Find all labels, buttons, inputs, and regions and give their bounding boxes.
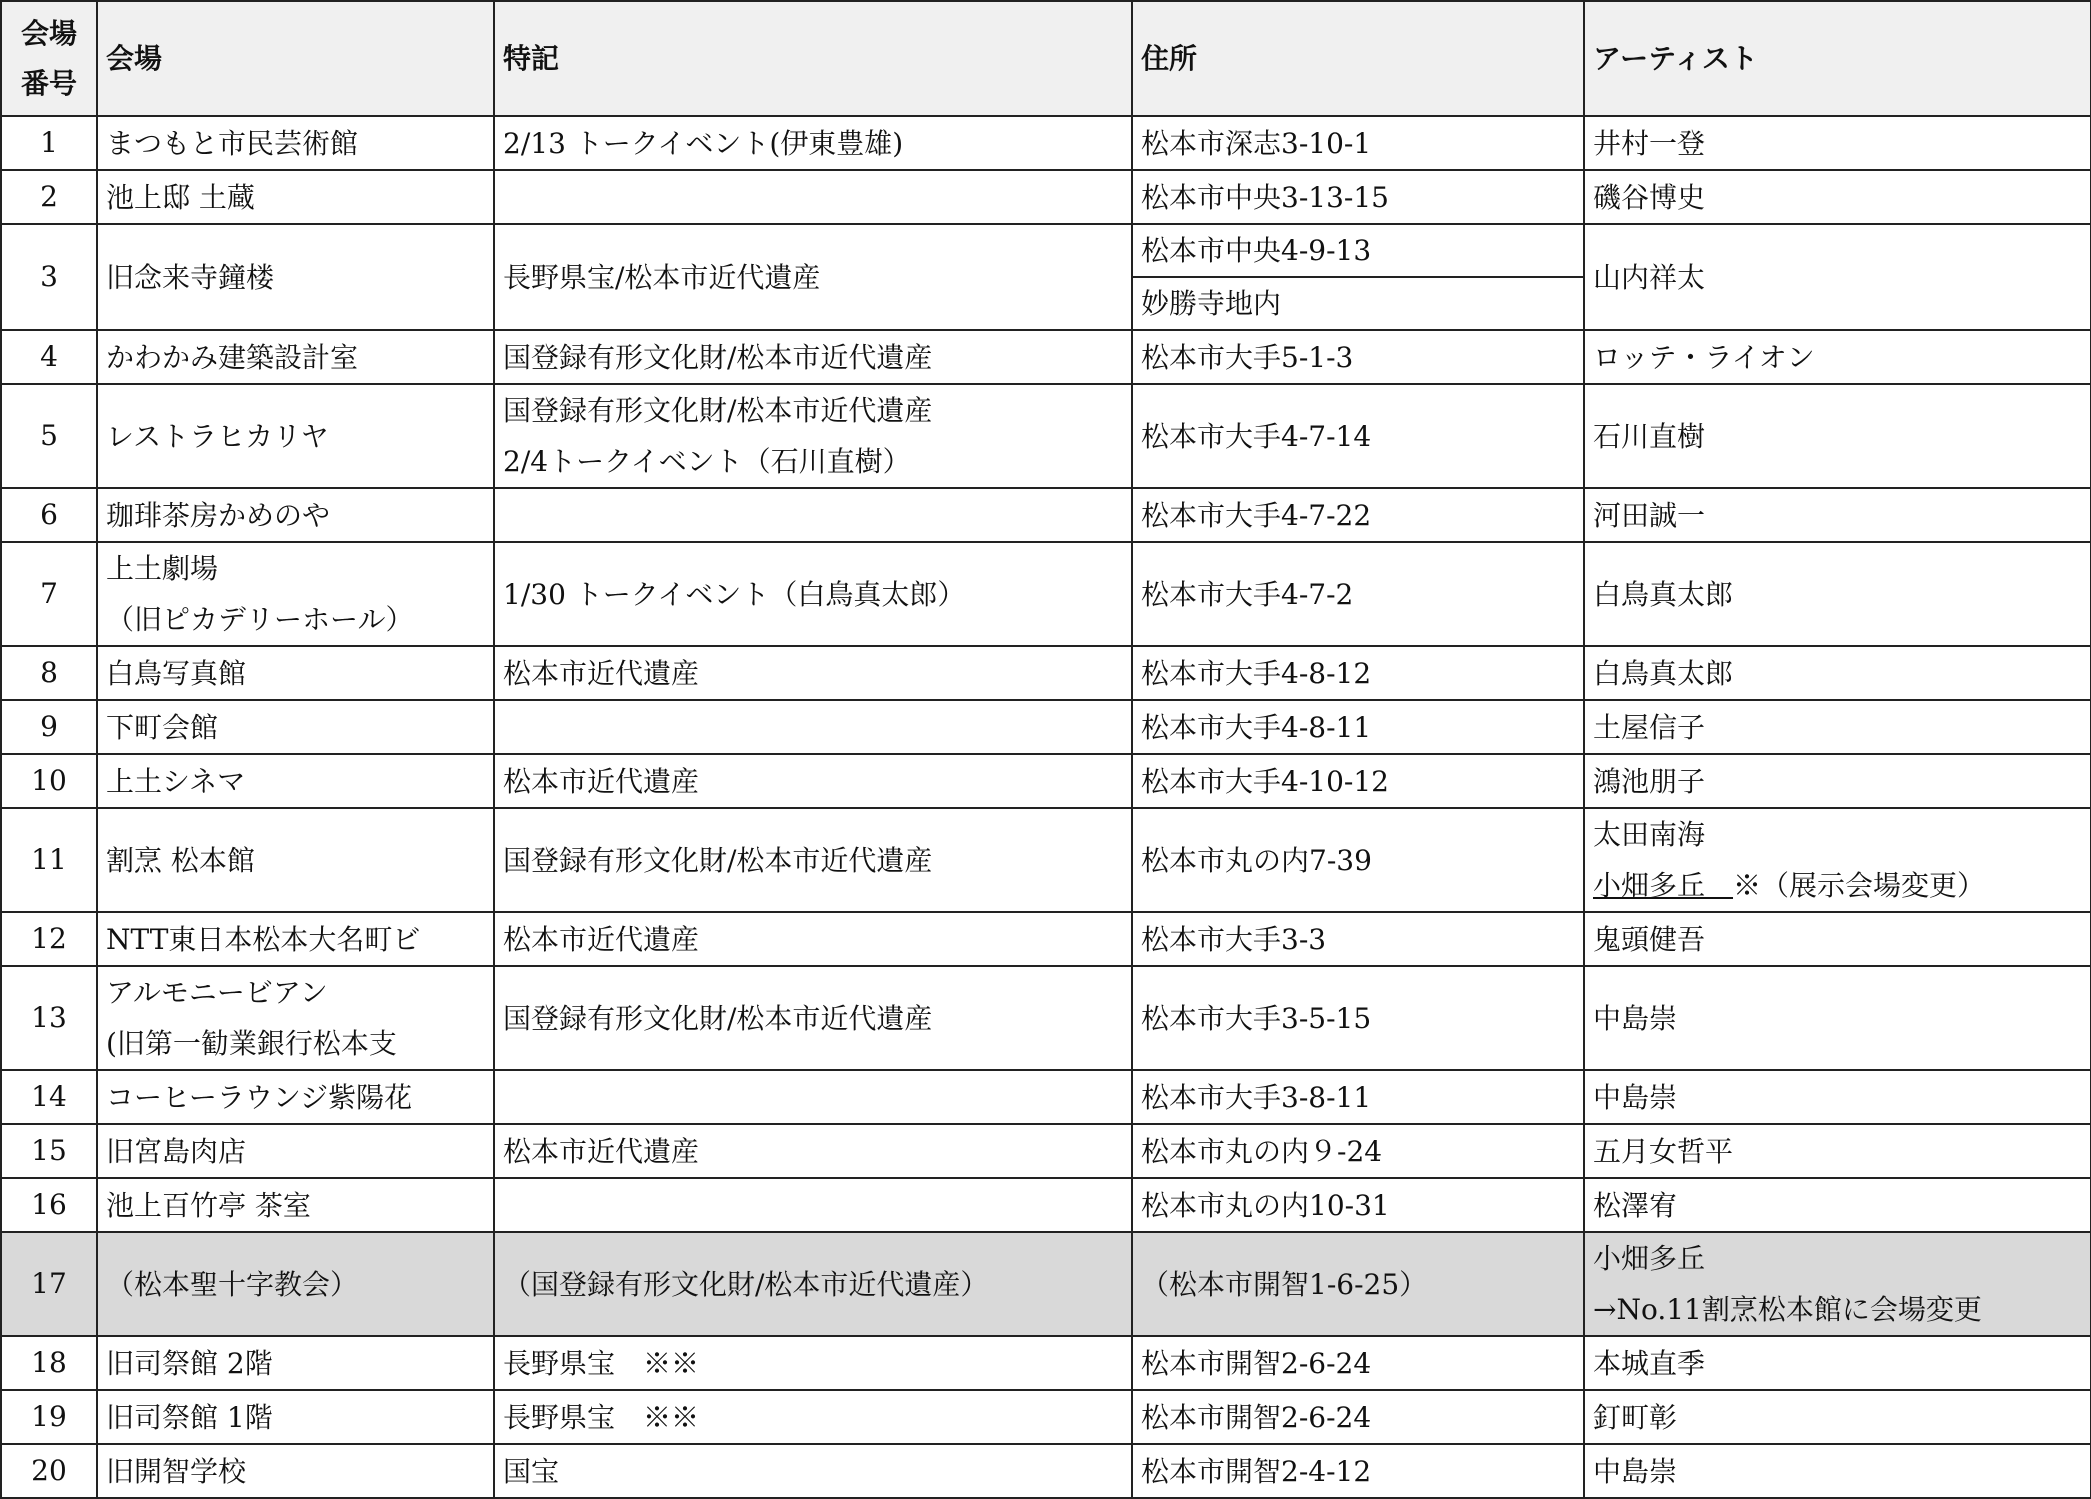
cell-address-line: 松本市開智2-4-12 — [1141, 1454, 1372, 1488]
cell-address-line: 松本市中央4-9-13 — [1133, 225, 1583, 278]
cell-address — [1132, 912, 1584, 966]
cell-address-line: （松本市開智1-6-25） — [1141, 1267, 1428, 1301]
cell-notes — [494, 912, 1132, 966]
cell-address — [1132, 384, 1584, 488]
cell-venue — [97, 808, 494, 912]
cell-notes — [494, 1178, 1132, 1232]
cell-artist — [1584, 542, 2091, 646]
cell-address-line: 松本市開智2-6-24 — [1141, 1400, 1372, 1434]
cell-venue-line: 池上邸 土蔵 — [106, 180, 255, 214]
cell-address — [1132, 542, 1584, 646]
cell-venue-line: アルモニービアン — [106, 976, 328, 1009]
cell-notes-line: 松本市近代遺産 — [503, 922, 700, 956]
cell-venue-line: 旧開智学校 — [106, 1454, 247, 1488]
cell-artist — [1584, 966, 2091, 1070]
cell-venue — [97, 1232, 494, 1336]
cell-address-line: 松本市中央3-13-15 — [1141, 180, 1389, 214]
cell-venue-number: 17 — [1, 1232, 97, 1336]
cell-artist — [1584, 912, 2091, 966]
cell-venue — [97, 754, 494, 808]
cell-venue-line: 上土劇場 — [106, 552, 219, 585]
cell-notes — [494, 1390, 1132, 1444]
cell-venue-line: 白鳥写真館 — [106, 656, 247, 690]
cell-notes — [494, 1336, 1132, 1390]
cell-address-line: 松本市丸の内10-31 — [1141, 1188, 1390, 1222]
cell-venue — [97, 912, 494, 966]
table-row — [1, 1444, 2091, 1498]
cell-artist — [1584, 488, 2091, 542]
cell-notes — [494, 224, 1132, 330]
cell-address — [1132, 224, 1584, 330]
header-row — [1, 1, 2091, 116]
cell-venue-number: 7 — [1, 542, 97, 646]
cell-venue-number: 20 — [1, 1444, 97, 1498]
cell-artist-line: 釘町彰 — [1593, 1400, 1678, 1434]
cell-venue-number: 18 — [1, 1336, 97, 1390]
table-row — [1, 330, 2091, 384]
cell-artist-line: →No.11割烹松本館に会場変更 — [1593, 1293, 1982, 1326]
cell-artist — [1584, 754, 2091, 808]
cell-address — [1132, 1124, 1584, 1178]
table-body — [1, 116, 2091, 1498]
cell-venue — [97, 646, 494, 700]
cell-artist — [1584, 1124, 2091, 1178]
cell-artist-line: 河田誠一 — [1593, 498, 1706, 532]
cell-notes-line: 松本市近代遺産 — [503, 764, 700, 798]
cell-address-line: 松本市大手5-1-3 — [1141, 340, 1354, 374]
table-row — [1, 488, 2091, 542]
cell-address — [1132, 1232, 1584, 1336]
header-artist: アーティスト — [1584, 1, 2091, 116]
cell-notes-line: 長野県宝 ※※ — [503, 1346, 700, 1380]
cell-artist-line: 中島崇 — [1593, 1454, 1678, 1488]
cell-venue-number: 10 — [1, 754, 97, 808]
cell-venue-line: 珈琲茶房かめのや — [106, 498, 331, 532]
cell-artist — [1584, 330, 2091, 384]
cell-notes-line: （国登録有形文化財/松本市近代遺産） — [503, 1267, 989, 1301]
cell-venue-line: （旧ピカデリーホール） — [106, 603, 414, 636]
cell-address — [1132, 966, 1584, 1070]
cell-address — [1132, 700, 1584, 754]
cell-address-line: 松本市大手4-7-2 — [1141, 577, 1354, 611]
cell-artist — [1584, 170, 2091, 224]
cell-artist — [1584, 1232, 2091, 1336]
table-row — [1, 542, 2091, 646]
venue-change-note: ※（展示会場変更） — [1733, 869, 1986, 902]
cell-address — [1132, 808, 1584, 912]
cell-address-line: 松本市大手4-8-12 — [1141, 656, 1372, 690]
cell-venue — [97, 488, 494, 542]
cell-notes — [494, 1444, 1132, 1498]
cell-notes-line: 国登録有形文化財/松本市近代遺産 — [503, 340, 933, 374]
cell-venue-number: 19 — [1, 1390, 97, 1444]
cell-venue-number: 9 — [1, 700, 97, 754]
cell-venue-line: 池上百竹亭 茶室 — [106, 1188, 311, 1222]
cell-artist — [1584, 116, 2091, 170]
cell-artist — [1584, 1178, 2091, 1232]
table-row — [1, 912, 2091, 966]
cell-artist — [1584, 646, 2091, 700]
cell-address-line: 松本市大手4-7-22 — [1141, 498, 1372, 532]
table-row — [1, 116, 2091, 170]
cell-venue-line: 旧宮島肉店 — [106, 1134, 247, 1168]
cell-artist-line: 鴻池朋子 — [1593, 764, 1706, 798]
cell-notes — [494, 754, 1132, 808]
cell-address — [1132, 116, 1584, 170]
cell-address — [1132, 1070, 1584, 1124]
cell-venue-number: 1 — [1, 116, 97, 170]
cell-venue-line: （松本聖十字教会） — [106, 1267, 359, 1301]
cell-venue-number: 11 — [1, 808, 97, 912]
cell-venue — [97, 1336, 494, 1390]
cell-artist-line: 太田南海 — [1593, 818, 1706, 851]
cell-artist-line: 中島崇 — [1593, 1080, 1678, 1114]
table-row — [1, 224, 2091, 330]
cell-venue — [97, 384, 494, 488]
cell-venue — [97, 1070, 494, 1124]
cell-artist-line: 五月女哲平 — [1593, 1134, 1734, 1168]
table-row — [1, 754, 2091, 808]
cell-address-line: 松本市大手3-5-15 — [1141, 1001, 1372, 1035]
cell-artist-line: 山内祥太 — [1593, 260, 1706, 294]
cell-venue-number: 14 — [1, 1070, 97, 1124]
cell-notes — [494, 384, 1132, 488]
cell-artist-line: 白鳥真太郎 — [1593, 656, 1734, 690]
cell-notes — [494, 488, 1132, 542]
cell-address-line: 松本市丸の内９-24 — [1141, 1134, 1383, 1168]
table-row — [1, 808, 2091, 912]
cell-address — [1132, 1336, 1584, 1390]
table-row — [1, 966, 2091, 1070]
cell-venue — [97, 1444, 494, 1498]
cell-venue-number: 16 — [1, 1178, 97, 1232]
cell-venue-line: レストラヒカリヤ — [106, 419, 329, 453]
table-row — [1, 1124, 2091, 1178]
cell-venue — [97, 966, 494, 1070]
header-venue: 会場 — [97, 1, 494, 116]
cell-artist — [1584, 224, 2091, 330]
cell-notes-line: 1/30 トークイベント（白鳥真太郎） — [503, 577, 966, 611]
cell-venue-number: 2 — [1, 170, 97, 224]
cell-address — [1132, 754, 1584, 808]
cell-venue — [97, 542, 494, 646]
cell-artist — [1584, 808, 2091, 912]
cell-artist-line: 松澤宥 — [1593, 1188, 1678, 1222]
cell-venue — [97, 116, 494, 170]
cell-address-line: 松本市開智2-6-24 — [1141, 1346, 1372, 1380]
cell-address — [1132, 1390, 1584, 1444]
cell-notes — [494, 808, 1132, 912]
header-address: 住所 — [1132, 1, 1584, 116]
cell-venue-number: 8 — [1, 646, 97, 700]
cell-venue-number: 15 — [1, 1124, 97, 1178]
table-row — [1, 1070, 2091, 1124]
cell-notes — [494, 1232, 1132, 1336]
cell-venue-line: 旧念来寺鐘楼 — [106, 260, 275, 294]
cell-venue-line: 上土シネマ — [106, 764, 246, 798]
cell-notes-line: 2/4トークイベント（石川直樹） — [503, 445, 911, 478]
cell-artist — [1584, 1070, 2091, 1124]
cell-notes — [494, 170, 1132, 224]
cell-notes-line: 国登録有形文化財/松本市近代遺産 — [503, 394, 933, 427]
cell-notes — [494, 966, 1132, 1070]
cell-artist-line: 小畑多丘 — [1593, 1242, 1706, 1275]
cell-venue-number: 6 — [1, 488, 97, 542]
cell-notes — [494, 1124, 1132, 1178]
cell-notes-line: 国登録有形文化財/松本市近代遺産 — [503, 843, 933, 877]
cell-notes — [494, 542, 1132, 646]
cell-venue — [97, 170, 494, 224]
cell-venue — [97, 330, 494, 384]
table-row — [1, 1178, 2091, 1232]
cell-address — [1132, 488, 1584, 542]
cell-artist-line: ロッテ・ライオン — [1593, 340, 1815, 374]
cell-venue-line: まつもと市民芸術館 — [106, 126, 359, 160]
cell-venue — [97, 1390, 494, 1444]
table-row — [1, 1336, 2091, 1390]
cell-venue-number: 12 — [1, 912, 97, 966]
cell-artist — [1584, 1336, 2091, 1390]
header-venue-number — [1, 1, 97, 116]
header-number-line1: 会場 — [20, 16, 77, 50]
cell-venue-line: NTT東日本松本大名町ビ — [106, 922, 421, 956]
cell-venue — [97, 1178, 494, 1232]
cell-address — [1132, 330, 1584, 384]
cell-artist-line: 本城直季 — [1593, 1346, 1706, 1380]
cell-artist — [1584, 1390, 2091, 1444]
table-row — [1, 646, 2091, 700]
cell-artist — [1584, 384, 2091, 488]
cell-notes — [494, 646, 1132, 700]
cell-notes-line: 松本市近代遺産 — [503, 656, 700, 690]
cell-address-line: 松本市大手4-8-11 — [1141, 710, 1372, 744]
cell-address-line: 松本市丸の内7-39 — [1141, 843, 1372, 877]
cell-artist-line: 石川直樹 — [1593, 419, 1706, 453]
cell-venue — [97, 1124, 494, 1178]
cell-notes — [494, 1070, 1132, 1124]
cell-notes — [494, 700, 1132, 754]
cell-artist-line — [1593, 860, 2082, 911]
cell-notes — [494, 330, 1132, 384]
table-row — [1, 170, 2091, 224]
cell-address-line: 松本市大手4-10-12 — [1141, 764, 1389, 798]
cell-venue-number: 5 — [1, 384, 97, 488]
cell-venue-line: コーヒーラウンジ紫陽花 — [106, 1080, 413, 1114]
cell-address-line: 松本市大手3-3 — [1141, 922, 1327, 956]
cell-notes-line: 長野県宝 ※※ — [503, 1400, 700, 1434]
cell-venue-line: 割烹 松本館 — [106, 843, 255, 877]
artist-name-underlined: 小畑多丘 — [1593, 869, 1734, 902]
cell-notes-line: 国登録有形文化財/松本市近代遺産 — [503, 1001, 933, 1035]
cell-address — [1132, 1178, 1584, 1232]
header-notes: 特記 — [494, 1, 1132, 116]
cell-address-line: 松本市大手3-8-11 — [1141, 1080, 1372, 1114]
cell-address-line: 妙勝寺地内 — [1141, 287, 1282, 320]
cell-artist — [1584, 1444, 2091, 1498]
cell-artist-line: 磯谷博史 — [1593, 180, 1706, 214]
cell-address-line: 松本市深志3-10-1 — [1141, 126, 1372, 160]
cell-artist — [1584, 700, 2091, 754]
cell-venue — [97, 224, 494, 330]
table-row — [1, 1390, 2091, 1444]
table-row — [1, 384, 2091, 488]
cell-artist-line: 土屋信子 — [1593, 710, 1706, 744]
cell-venue-line: 旧司祭館 2階 — [106, 1346, 273, 1380]
cell-venue-line: 旧司祭館 1階 — [106, 1400, 273, 1434]
cell-notes-line: 国宝 — [503, 1454, 560, 1488]
cell-notes — [494, 116, 1132, 170]
cell-address-line: 松本市大手4-7-14 — [1141, 419, 1372, 453]
cell-venue-line: 下町会館 — [106, 710, 219, 744]
cell-notes-line: 長野県宝/松本市近代遺産 — [503, 260, 821, 294]
cell-venue — [97, 700, 494, 754]
header-number-line2: 番号 — [20, 66, 77, 100]
cell-venue-line: かわかみ建築設計室 — [106, 340, 359, 374]
cell-address — [1132, 646, 1584, 700]
cell-artist-line: 白鳥真太郎 — [1593, 577, 1734, 611]
table-row — [1, 700, 2091, 754]
cell-artist-line: 井村一登 — [1593, 126, 1706, 160]
cell-artist-line: 中島崇 — [1593, 1001, 1678, 1035]
cell-address — [1132, 1444, 1584, 1498]
cell-address — [1132, 170, 1584, 224]
cell-venue-line: (旧第一勧業銀行松本支 — [106, 1027, 397, 1060]
cell-notes-line: 松本市近代遺産 — [503, 1134, 700, 1168]
table-row — [1, 1232, 2091, 1336]
cell-venue-number: 3 — [1, 224, 97, 330]
cell-venue-number: 4 — [1, 330, 97, 384]
cell-notes-line: 2/13 トークイベント(伊東豊雄) — [503, 126, 904, 160]
cell-artist-line: 鬼頭健吾 — [1593, 922, 1706, 956]
cell-venue-number: 13 — [1, 966, 97, 1070]
